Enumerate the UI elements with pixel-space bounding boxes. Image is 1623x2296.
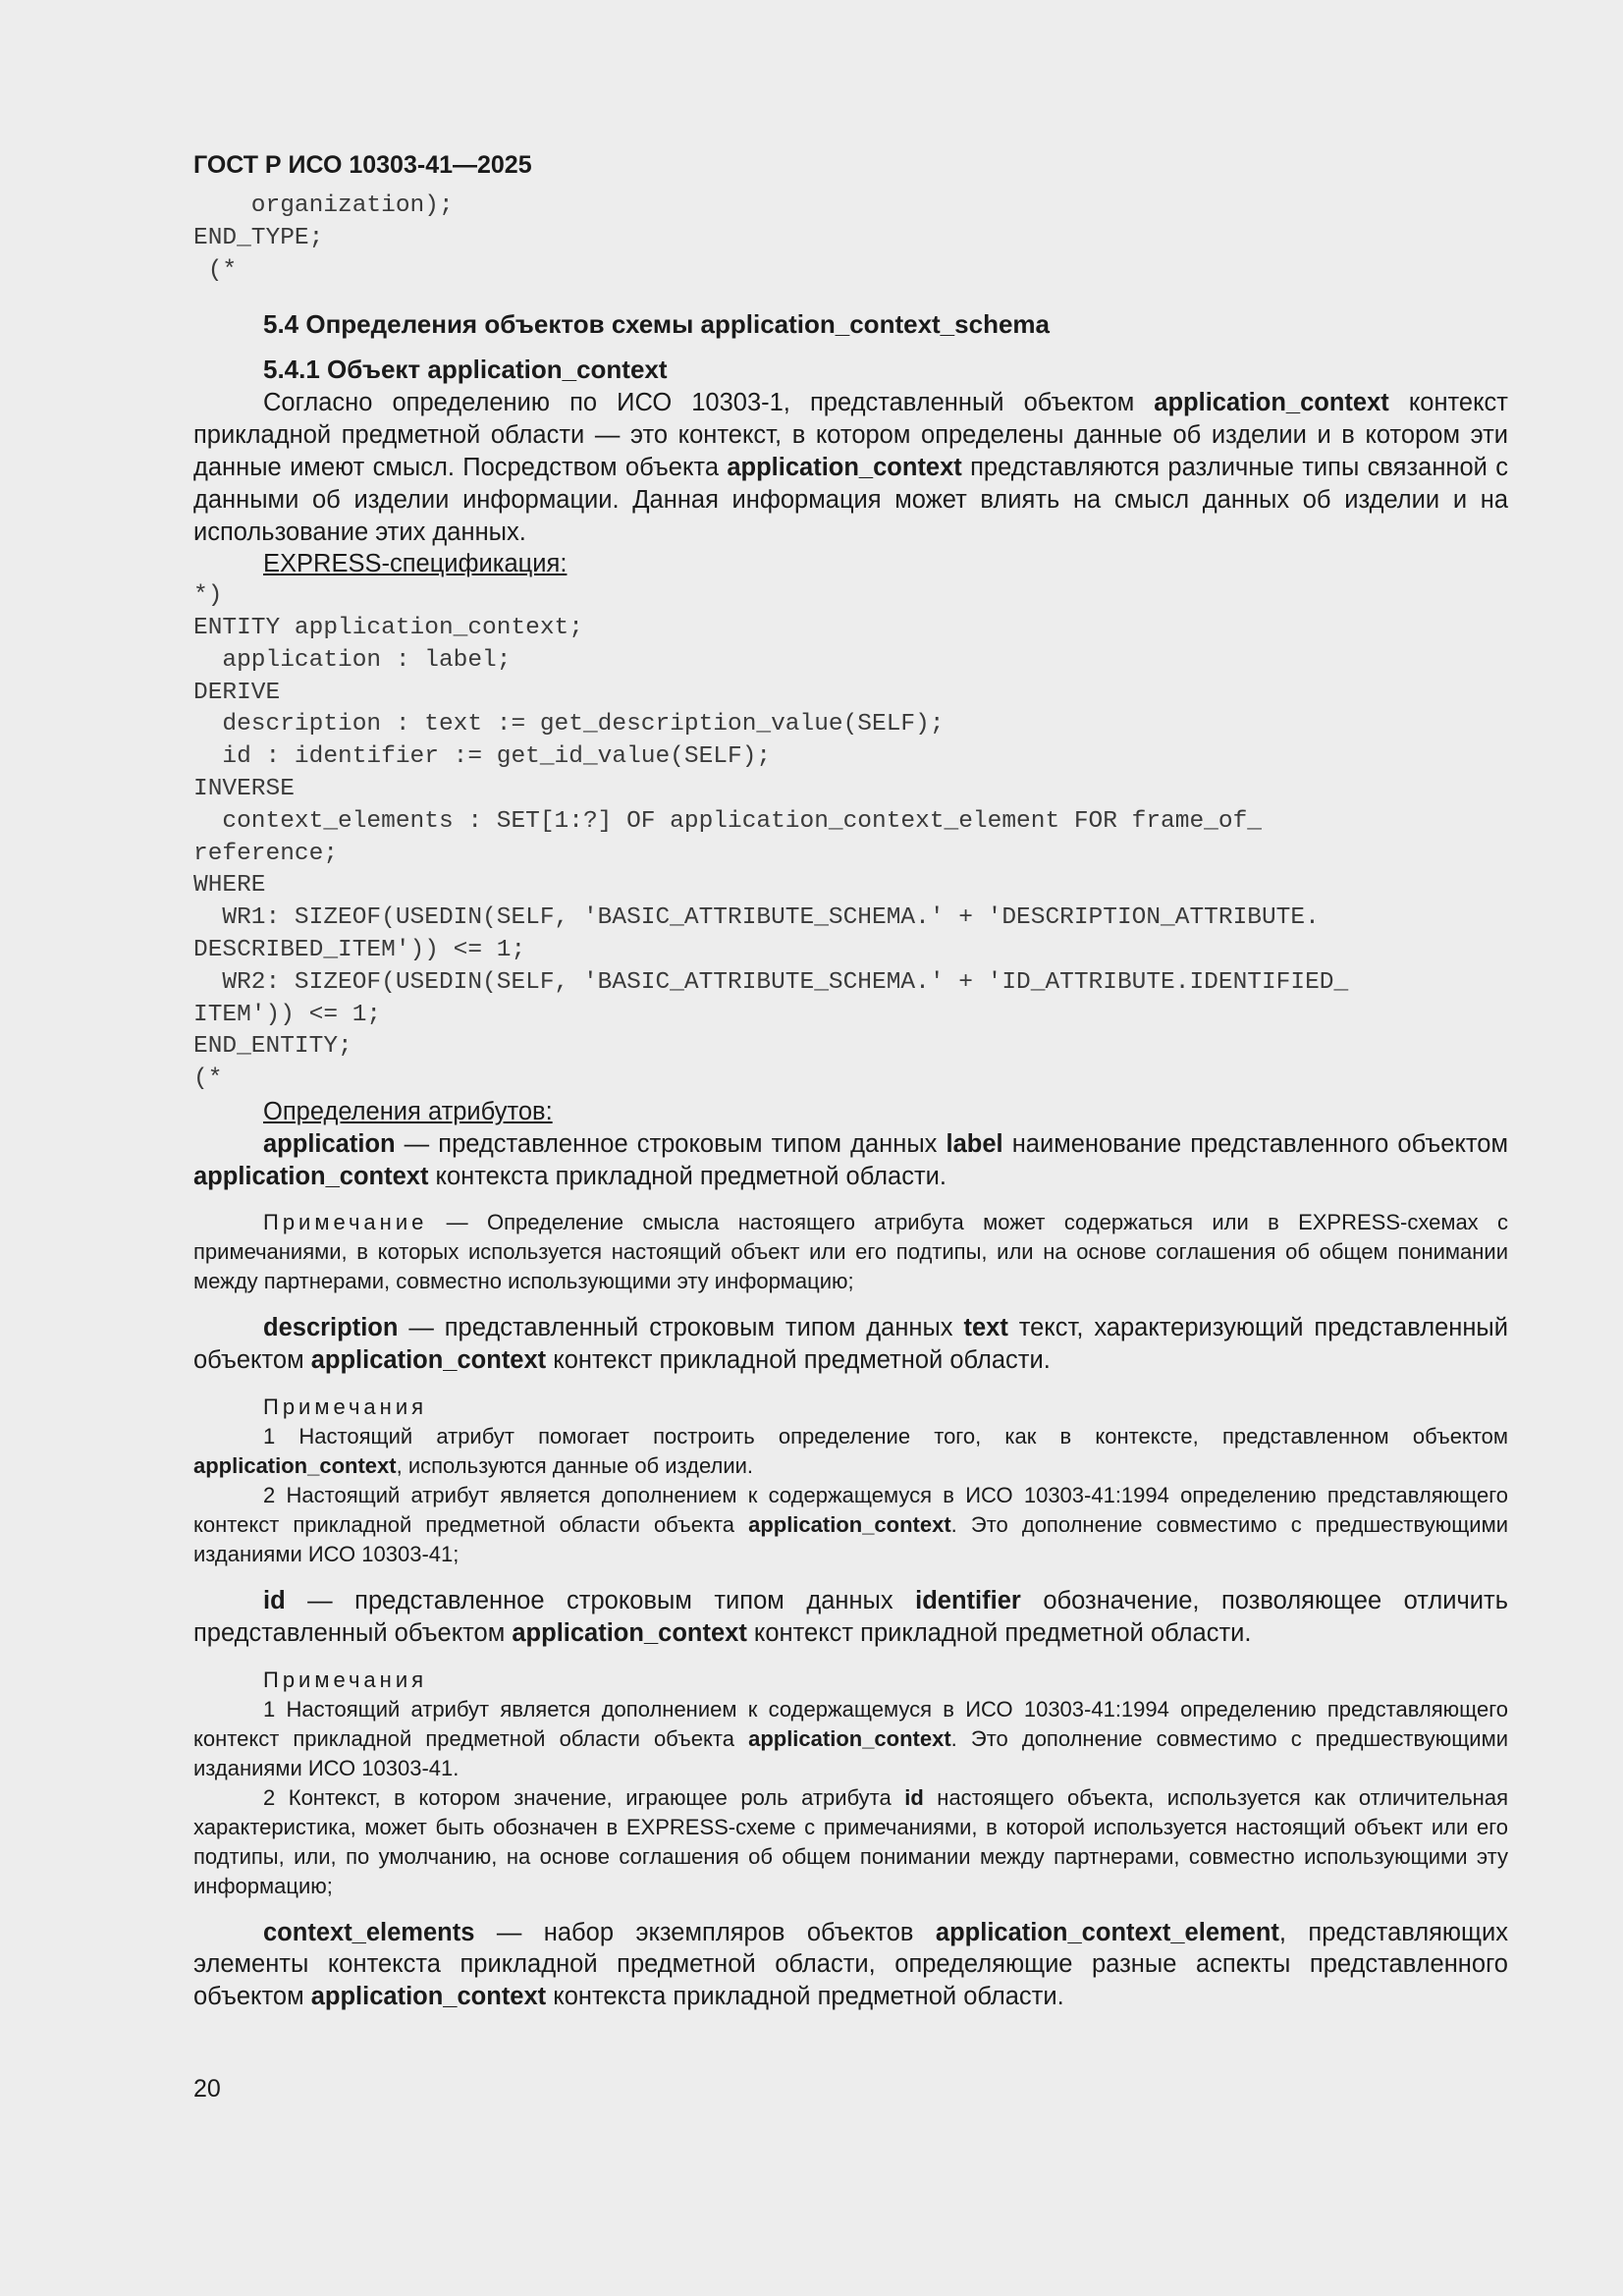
attr-id-definition: id — представленное строковым типом данных identifier обозначение, позволяющее отличить представленный объектом application_context контекст прикладной предметной области. [193,1586,1508,1647]
intro-paragraph: Согласно определению по ИСО 10303-1, представленный объектом application_context контекст прикладной предметной области — это контекст, в котором определены данные об изделии и в котором эти данные имеют смысл. Посредством объекта application_context представляются различные типы связанной с данными об изделии информации. Данная информация может влиять на смысл данных об изделии и на использование этих данных. [193,389,1508,546]
notes-id-heading: Примечания [263,1667,428,1692]
section-title: 5.4 Определения объектов схемы application_context_schema [263,309,1050,340]
attr-context-elements-definition: context_elements — набор экземпляров объектов application_context_element, представляющих элементы контекста прикладной предметной области, определяющие разные аспекты представленного объектом application_context контекста прикладной предметной области. [193,1918,1508,2011]
page-number: 20 [193,2075,221,2103]
attr-description-definition: description — представленный строковым типом данных text текст, характеризующий представленный объектом application_context контекст прикладной предметной области. [193,1314,1508,1375]
note-description-1: 1 Настоящий атрибут помогает построить определение того, как в контексте, представленном объектом application_context, используются данные об изделии. [193,1423,1508,1478]
note-application: Примечание — Определение смысла настоящего атрибута может содержаться или в EXPRESS-схемах с примечаниями, в которых используется настоящий объект или его подтипы, или на основе соглашения об общем понимании между партнерами, совместно использующими эту информацию; [193,1210,1508,1294]
notes-description-heading: Примечания [263,1394,428,1419]
page-content [193,143,1508,2013]
attribute-definitions-label: Определения атрибутов: [263,1097,553,1125]
subsection-title: 5.4.1 Объект application_context [263,355,668,385]
note-description-2: 2 Настоящий атрибут является дополнением к содержащемуся в ИСО 10303-41:1994 определению представляющего контекст прикладной предметной области объекта application_context. Это дополнение совместимо с предшествующими изданиями ИСО 10303-41; [193,1482,1508,1566]
express-code-block: *) ENTITY application_context; application : label; DERIVE description : text := get_description_value(SELF); id : identifier := get_id_value(SELF); INVERSE context_elements : SET[1:?] OF application_context_element FOR frame_of_ reference; WHERE WR1: SIZEOF(USEDIN(SELF, 'BASIC_ATTRIBUTE_SCHEMA.' + 'DESCRIPTION_ATTRIBUTE. DESCRIBED_ITEM')) <= 1; WR2: SIZEOF(USEDIN(SELF, 'BASIC_ATTRIBUTE_SCHEMA.' + 'ID_ATTRIBUTE.IDENTIFIED_ ITEM')) <= 1; END_ENTITY; (* [193,582,1349,1093]
code-block-top: organization); END_TYPE; (* [193,192,454,284]
document-header: ГОСТ Р ИСО 10303-41—2025 [193,151,532,179]
note-id-2: 2 Контекст, в котором значение, играющее роль атрибута id настоящего объекта, используется как отличительная характеристика, может быть обозначен в EXPRESS-схеме с примечаниями, в которой используется настоящий объект или его подтипы, или, по умолчанию, на основе соглашения об общем понимании между партнерами, совместно использующими эту информацию; [193,1784,1508,1898]
attr-application-definition: application — представленное строковым типом данных label наименование представленного объектом application_context контекста прикладной предметной области. [193,1129,1508,1190]
express-spec-label: EXPRESS-спецификация: [263,550,568,578]
note-id-1: 1 Настоящий атрибут является дополнением к содержащемуся в ИСО 10303-41:1994 определению представляющего контекст прикладной предметной области объекта application_context. Это дополнение совместимо с предшествующими изданиями ИСО 10303-41. [193,1696,1508,1780]
